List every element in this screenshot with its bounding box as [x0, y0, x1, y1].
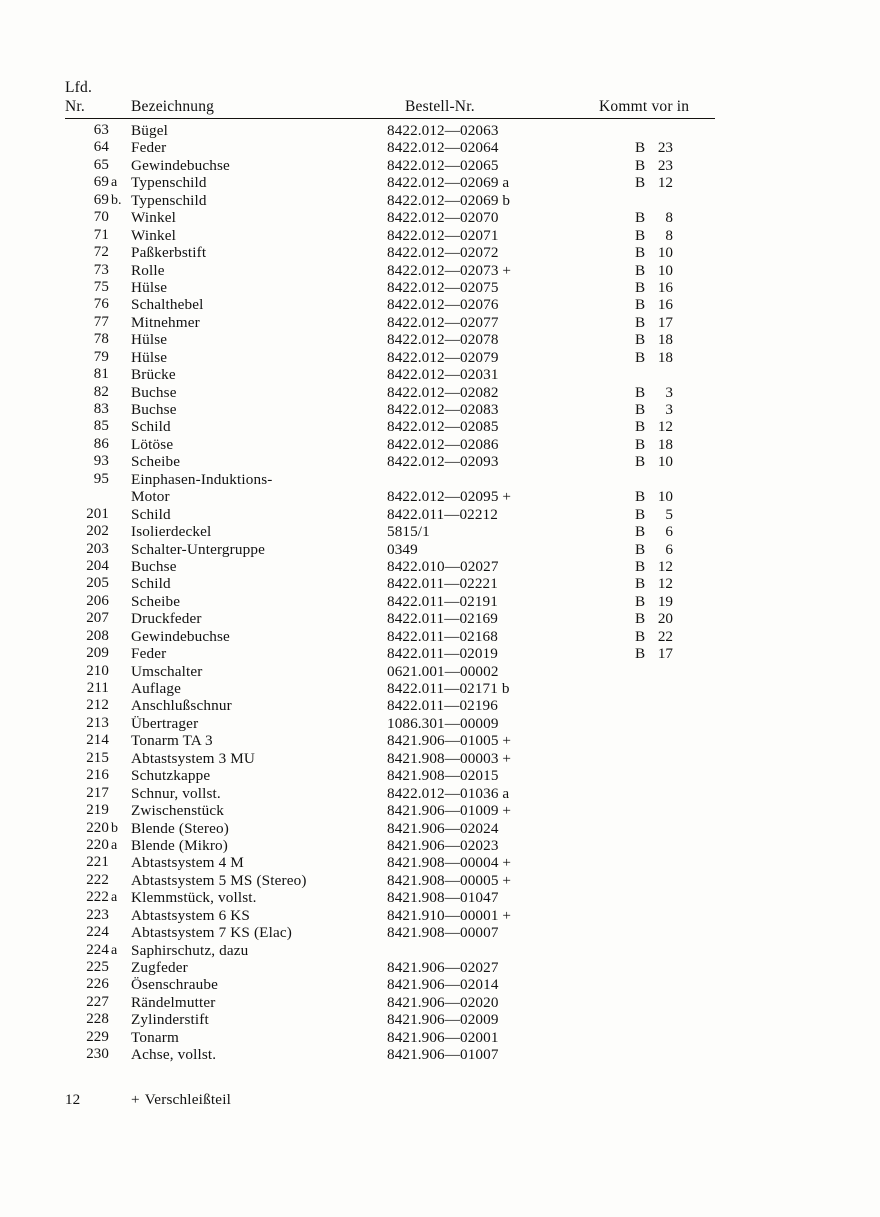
- cell-lfd-nr: 215: [86, 749, 109, 766]
- cell-bezeichnung: Tonarm TA 3: [131, 732, 213, 750]
- table-row: [65, 244, 715, 261]
- cell-bezeichnung: Saphirschutz, dazu: [131, 941, 249, 959]
- cell-bestell-nr: 8422.012—02073 +: [387, 261, 512, 279]
- table-row: [65, 157, 715, 174]
- cell-bezeichnung: Schalthebel: [131, 296, 204, 314]
- cell-bestell-nr: 8422.012—02065: [387, 156, 499, 174]
- cell-bestell-nr: 8421.906—02020: [387, 993, 499, 1011]
- cell-lfd-nr-suffix: a: [111, 837, 118, 853]
- cell-bestell-nr: 1086.301—00009: [387, 714, 499, 732]
- cell-bestell-nr: 8421.908—00005 +: [387, 871, 512, 889]
- cell-bestell-nr: 8422.012—02063: [387, 122, 499, 139]
- cell-lfd-nr-suffix: b: [111, 820, 118, 836]
- cell-bezeichnung: Motor: [131, 488, 170, 506]
- cell-lfd-nr: 73: [93, 261, 109, 278]
- cell-lfd-nr: 82: [93, 383, 109, 400]
- cell-kommt-vor-in-number: 12: [657, 418, 673, 436]
- cell-lfd-nr: 64: [93, 139, 109, 156]
- cell-bezeichnung: Brücke: [131, 366, 176, 384]
- cell-lfd-nr: 206: [86, 592, 109, 609]
- cell-bezeichnung: Druckfeder: [131, 610, 202, 628]
- cell-kommt-vor-in-prefix: B: [635, 209, 646, 227]
- table-row: [65, 680, 715, 697]
- table-row: [65, 1029, 715, 1046]
- cell-kommt-vor-in-number: 10: [657, 453, 673, 471]
- cell-kommt-vor-in-prefix: B: [635, 627, 646, 645]
- cell-kommt-vor-in-number: 22: [657, 627, 673, 645]
- cell-lfd-nr: 81: [93, 366, 109, 383]
- table-row: [65, 610, 715, 627]
- cell-lfd-nr: 214: [86, 732, 109, 749]
- cell-kommt-vor-in-prefix: B: [635, 540, 646, 558]
- cell-bestell-nr: 8422.012—02078: [387, 331, 499, 349]
- cell-lfd-nr: 220: [86, 836, 109, 853]
- parts-list-sheet: [65, 78, 715, 1108]
- cell-lfd-nr: 83: [93, 401, 109, 417]
- cell-lfd-nr: 205: [86, 575, 109, 592]
- table-row: [65, 541, 715, 558]
- cell-kommt-vor-in-number: 3: [665, 383, 673, 401]
- cell-lfd-nr: 217: [86, 784, 109, 801]
- cell-bezeichnung: Klemmstück, vollst.: [131, 889, 257, 907]
- cell-lfd-nr-suffix: a: [111, 175, 118, 191]
- cell-bestell-nr: 8422.012—02072: [387, 244, 499, 262]
- table-row: [65, 628, 715, 645]
- cell-bestell-nr: 5815/1: [387, 523, 430, 541]
- cell-bezeichnung: Zugfeder: [131, 959, 188, 976]
- cell-kommt-vor-in-number: 5: [665, 505, 673, 523]
- cell-lfd-nr: 69: [93, 174, 109, 191]
- table-row: [65, 942, 715, 959]
- table-row: [65, 558, 715, 575]
- cell-lfd-nr: 225: [86, 959, 109, 975]
- cell-lfd-nr: 230: [86, 1046, 109, 1063]
- table-row: [65, 854, 715, 871]
- cell-lfd-nr: 70: [93, 209, 109, 226]
- cell-bezeichnung: Anschlußschnur: [131, 697, 232, 715]
- cell-bestell-nr: 0621.001—00002: [387, 662, 499, 680]
- cell-bestell-nr: 8421.908—00007: [387, 924, 499, 942]
- cell-bestell-nr: 8421.910—00001 +: [387, 906, 512, 924]
- cell-bestell-nr: 8422.011—02212: [387, 505, 498, 523]
- cell-bestell-nr: 8422.011—02196: [387, 697, 498, 715]
- cell-kommt-vor-in-prefix: B: [635, 453, 646, 471]
- cell-lfd-nr: 85: [93, 418, 109, 435]
- table-row: [65, 331, 715, 348]
- cell-kommt-vor-in-number: 18: [657, 435, 673, 453]
- table-row: [65, 872, 715, 889]
- table-row: [65, 889, 715, 906]
- table-row: [65, 907, 715, 924]
- cell-bezeichnung: Bügel: [131, 122, 169, 139]
- cell-bestell-nr: 8422.012—02031: [387, 366, 499, 384]
- cell-lfd-nr: 210: [86, 662, 109, 679]
- cell-kommt-vor-in-number: 17: [657, 313, 673, 331]
- cell-kommt-vor-in-number: 10: [657, 244, 673, 262]
- cell-bestell-nr: 8422.012—02064: [387, 139, 499, 157]
- cell-kommt-vor-in-prefix: B: [635, 156, 646, 174]
- cell-kommt-vor-in-prefix: B: [635, 592, 646, 610]
- cell-lfd-nr: 77: [93, 313, 109, 330]
- cell-bestell-nr: 8422.011—02169: [387, 610, 498, 628]
- cell-lfd-nr: 221: [86, 854, 109, 871]
- table-row: [65, 209, 715, 226]
- cell-bezeichnung: Einphasen-Induktions-: [131, 470, 273, 488]
- cell-kommt-vor-in-prefix: B: [635, 383, 646, 401]
- cell-bezeichnung: Feder: [131, 139, 167, 157]
- cell-kommt-vor-in-number: 23: [657, 156, 673, 174]
- table-row: [65, 593, 715, 610]
- cell-bezeichnung: Lötöse: [131, 435, 174, 453]
- cell-bezeichnung: Blende (Mikro): [131, 836, 228, 854]
- cell-lfd-nr: 228: [86, 1011, 109, 1028]
- cell-kommt-vor-in-prefix: B: [635, 418, 646, 436]
- cell-bestell-nr: 8421.906—02014: [387, 976, 499, 994]
- table-row: [65, 802, 715, 819]
- cell-bezeichnung: Schnur, vollst.: [131, 784, 221, 802]
- cell-bezeichnung: Scheibe: [131, 453, 181, 471]
- cell-kommt-vor-in-number: 16: [657, 296, 673, 314]
- table-row: [65, 732, 715, 749]
- cell-bezeichnung: Schutzkappe: [131, 767, 211, 785]
- cell-bestell-nr: 8422.012—02095 +: [387, 488, 512, 506]
- cell-bezeichnung: Winkel: [131, 226, 176, 244]
- cell-lfd-nr: 203: [86, 540, 109, 557]
- cell-lfd-nr: 79: [93, 348, 109, 365]
- cell-bestell-nr: 8421.906—02001: [387, 1028, 499, 1046]
- column-header-lfd-line2: Nr.: [65, 98, 85, 115]
- column-header-kommt-vor-in: Kommt vor in: [599, 98, 690, 115]
- table-row: [65, 820, 715, 837]
- table-row: [65, 453, 715, 470]
- cell-bezeichnung: Scheibe: [131, 592, 181, 610]
- cell-kommt-vor-in-number: 19: [657, 592, 673, 610]
- cell-kommt-vor-in-prefix: B: [635, 174, 646, 192]
- cell-bezeichnung: Hülse: [131, 331, 168, 349]
- cell-bezeichnung: Hülse: [131, 278, 168, 296]
- cell-bezeichnung: Gewindebuchse: [131, 156, 230, 174]
- cell-bestell-nr: 8422.012—02075: [387, 278, 499, 296]
- cell-bestell-nr: 8421.906—02024: [387, 819, 499, 837]
- cell-bestell-nr: 8422.012—02079: [387, 348, 499, 366]
- cell-bestell-nr: 8422.011—02019: [387, 645, 498, 663]
- table-row: [65, 837, 715, 854]
- table-row: [65, 1046, 715, 1063]
- cell-lfd-nr: 208: [86, 627, 109, 644]
- cell-bezeichnung: Buchse: [131, 401, 177, 418]
- cell-bezeichnung: Feder: [131, 645, 167, 663]
- cell-lfd-nr: 204: [86, 557, 109, 574]
- table-row: [65, 262, 715, 279]
- cell-kommt-vor-in-prefix: B: [635, 575, 646, 593]
- cell-lfd-nr: 224: [86, 941, 109, 958]
- cell-bezeichnung: Isolierdeckel: [131, 523, 212, 541]
- cell-bezeichnung: Achse, vollst.: [131, 1046, 217, 1064]
- table-row: [65, 471, 715, 488]
- cell-bezeichnung: Typenschild: [131, 174, 207, 192]
- footer-page-number: 12: [65, 1091, 81, 1108]
- cell-kommt-vor-in-prefix: B: [635, 278, 646, 296]
- cell-bezeichnung: Übertrager: [131, 714, 199, 732]
- cell-kommt-vor-in-prefix: B: [635, 244, 646, 262]
- cell-kommt-vor-in-prefix: B: [635, 296, 646, 314]
- table-row: [65, 174, 715, 191]
- cell-bezeichnung: Auflage: [131, 680, 181, 697]
- table-header: [65, 78, 715, 118]
- cell-lfd-nr: 71: [93, 226, 109, 243]
- table-row: [65, 767, 715, 784]
- cell-kommt-vor-in-number: 3: [665, 401, 673, 418]
- table-row: [65, 750, 715, 767]
- cell-bezeichnung: Schild: [131, 575, 171, 593]
- cell-kommt-vor-in-prefix: B: [635, 401, 646, 418]
- page-footer: [65, 1090, 715, 1114]
- cell-bestell-nr: 8422.012—02082: [387, 383, 499, 401]
- table-row: [65, 506, 715, 523]
- cell-lfd-nr: 219: [86, 802, 109, 819]
- cell-bestell-nr: 8422.012—02086: [387, 435, 499, 453]
- cell-kommt-vor-in-prefix: B: [635, 139, 646, 157]
- cell-bestell-nr: 8421.908—00003 +: [387, 749, 512, 767]
- cell-bezeichnung: Abtastsystem 3 MU: [131, 749, 256, 767]
- cell-kommt-vor-in-prefix: B: [635, 488, 646, 506]
- table-row: [65, 994, 715, 1011]
- cell-lfd-nr-suffix: a: [111, 890, 118, 906]
- cell-kommt-vor-in-prefix: B: [635, 645, 646, 663]
- cell-lfd-nr: 222: [86, 889, 109, 906]
- cell-kommt-vor-in-number: 6: [665, 523, 673, 541]
- cell-bezeichnung: Buchse: [131, 557, 177, 575]
- cell-lfd-nr: 63: [93, 122, 109, 138]
- cell-kommt-vor-in-number: 16: [657, 278, 673, 296]
- table-row: [65, 122, 715, 139]
- cell-bezeichnung: Schalter-Untergruppe: [131, 540, 265, 558]
- cell-bestell-nr: 8421.906—02027: [387, 959, 499, 976]
- cell-lfd-nr: 201: [86, 505, 109, 522]
- cell-kommt-vor-in-number: 20: [657, 610, 673, 628]
- table-row: [65, 697, 715, 714]
- table-row: [65, 401, 715, 418]
- cell-bezeichnung: Schild: [131, 418, 171, 436]
- cell-bestell-nr: 8421.906—02023: [387, 836, 499, 854]
- table-row: [65, 227, 715, 244]
- cell-lfd-nr: 93: [93, 453, 109, 470]
- cell-lfd-nr: 224: [86, 924, 109, 941]
- cell-lfd-nr-suffix: b.: [111, 192, 122, 208]
- table-row: [65, 418, 715, 435]
- column-header-lfd-nr: [65, 78, 92, 116]
- cell-lfd-nr: 229: [86, 1028, 109, 1045]
- cell-bestell-nr: 8422.012—02093: [387, 453, 499, 471]
- cell-bezeichnung: Paßkerbstift: [131, 244, 207, 262]
- cell-lfd-nr: 211: [86, 680, 109, 696]
- table-row: [65, 139, 715, 156]
- cell-bestell-nr: 8422.012—02071: [387, 226, 499, 244]
- header-rule: [65, 118, 715, 119]
- table-row: [65, 366, 715, 383]
- cell-bestell-nr: 8421.906—02009: [387, 1011, 499, 1029]
- cell-bezeichnung: Rändelmutter: [131, 993, 216, 1011]
- cell-kommt-vor-in-number: 8: [665, 226, 673, 244]
- table-row: [65, 976, 715, 993]
- cell-bestell-nr: 8422.011—02168: [387, 627, 498, 645]
- wear-part-label: Verschleißteil: [144, 1091, 232, 1108]
- cell-kommt-vor-in-number: 10: [657, 261, 673, 279]
- cell-bezeichnung: Winkel: [131, 209, 176, 227]
- table-row: [65, 523, 715, 540]
- table-row: [65, 715, 715, 732]
- table-row: [65, 349, 715, 366]
- cell-kommt-vor-in-number: 8: [665, 209, 673, 227]
- wear-part-symbol: +: [131, 1091, 140, 1108]
- cell-lfd-nr: 209: [86, 645, 109, 662]
- cell-bestell-nr: 8422.012—02077: [387, 313, 499, 331]
- cell-bezeichnung: Zylinderstift: [131, 1011, 209, 1029]
- cell-kommt-vor-in-prefix: B: [635, 505, 646, 523]
- cell-kommt-vor-in-number: 18: [657, 348, 673, 366]
- cell-lfd-nr: 212: [86, 697, 109, 714]
- cell-bezeichnung: Zwischenstück: [131, 802, 225, 820]
- cell-kommt-vor-in-number: 10: [657, 488, 673, 506]
- cell-lfd-nr: 223: [86, 906, 109, 923]
- cell-bezeichnung: Buchse: [131, 383, 177, 401]
- cell-kommt-vor-in-number: 12: [657, 557, 673, 575]
- cell-bestell-nr: 8422.011—02221: [387, 575, 498, 593]
- cell-kommt-vor-in-number: 12: [657, 575, 673, 593]
- cell-lfd-nr: 227: [86, 993, 109, 1010]
- table-row: [65, 645, 715, 662]
- cell-kommt-vor-in-number: 18: [657, 331, 673, 349]
- cell-bestell-nr: 8422.012—02083: [387, 401, 499, 418]
- cell-bezeichnung: Umschalter: [131, 662, 203, 680]
- cell-bezeichnung: Blende (Stereo): [131, 819, 229, 837]
- footer-legend: [131, 1090, 231, 1110]
- cell-kommt-vor-in-prefix: B: [635, 523, 646, 541]
- cell-lfd-nr: 86: [93, 435, 109, 452]
- cell-kommt-vor-in-prefix: B: [635, 557, 646, 575]
- cell-kommt-vor-in-prefix: B: [635, 610, 646, 628]
- cell-bestell-nr: 8422.011—02171 b: [387, 680, 510, 697]
- cell-kommt-vor-in-prefix: B: [635, 435, 646, 453]
- cell-bezeichnung: Typenschild: [131, 191, 207, 209]
- table-row: [65, 488, 715, 505]
- cell-kommt-vor-in-prefix: B: [635, 331, 646, 349]
- cell-kommt-vor-in-prefix: B: [635, 226, 646, 244]
- cell-bestell-nr: 8421.906—01009 +: [387, 802, 512, 820]
- cell-lfd-nr: 202: [86, 523, 109, 540]
- cell-lfd-nr-suffix: a: [111, 942, 118, 958]
- cell-lfd-nr: 222: [86, 871, 109, 888]
- cell-lfd-nr: 69: [93, 191, 109, 208]
- cell-bezeichnung: Schild: [131, 505, 171, 523]
- cell-bezeichnung: Abtastsystem 4 M: [131, 854, 244, 872]
- cell-kommt-vor-in-number: 12: [657, 174, 673, 192]
- cell-bestell-nr: 0349: [387, 540, 418, 558]
- cell-lfd-nr: 207: [86, 610, 109, 627]
- cell-kommt-vor-in-prefix: B: [635, 348, 646, 366]
- table-row: [65, 192, 715, 209]
- cell-bezeichnung: Ösenschraube: [131, 976, 218, 994]
- cell-lfd-nr: 213: [86, 714, 109, 731]
- cell-bestell-nr: 8421.908—00004 +: [387, 854, 512, 872]
- table-row: [65, 924, 715, 941]
- cell-lfd-nr: 216: [86, 767, 109, 784]
- cell-kommt-vor-in-number: 23: [657, 139, 673, 157]
- cell-bezeichnung: Hülse: [131, 348, 168, 366]
- cell-bestell-nr: 8422.012—01036 a: [387, 784, 510, 802]
- table-row: [65, 575, 715, 592]
- cell-bezeichnung: Abtastsystem 6 KS: [131, 906, 250, 924]
- cell-lfd-nr: 72: [93, 244, 109, 261]
- cell-bestell-nr: 8421.906—01005 +: [387, 732, 512, 750]
- table-row: [65, 314, 715, 331]
- table-row: [65, 279, 715, 296]
- cell-lfd-nr: 220: [86, 819, 109, 836]
- table-row: [65, 1011, 715, 1028]
- cell-bestell-nr: 8422.012—02069 b: [387, 191, 511, 209]
- column-header-bestell-nr: Bestell-Nr.: [405, 98, 475, 115]
- table-row: [65, 959, 715, 976]
- cell-kommt-vor-in-number: 17: [657, 645, 673, 663]
- cell-bezeichnung: Abtastsystem 7 KS (Elac): [131, 924, 292, 942]
- cell-bezeichnung: Rolle: [131, 261, 165, 279]
- cell-bestell-nr: 8421.906—01007: [387, 1046, 499, 1064]
- cell-bestell-nr: 8421.908—02015: [387, 767, 499, 785]
- cell-bestell-nr: 8422.012—02069 a: [387, 174, 510, 192]
- cell-bestell-nr: 8422.012—02076: [387, 296, 499, 314]
- cell-bestell-nr: 8422.010—02027: [387, 557, 499, 575]
- cell-lfd-nr: 75: [93, 278, 109, 295]
- cell-kommt-vor-in-number: 6: [665, 540, 673, 558]
- cell-lfd-nr: 65: [93, 156, 109, 173]
- table-row: [65, 785, 715, 802]
- cell-bezeichnung: Tonarm: [131, 1028, 179, 1046]
- cell-bezeichnung: Mitnehmer: [131, 313, 200, 331]
- table-row: [65, 296, 715, 313]
- column-header-bezeichnung: Bezeichnung: [131, 98, 215, 115]
- cell-lfd-nr: 226: [86, 976, 109, 993]
- cell-lfd-nr: 76: [93, 296, 109, 313]
- table-row: [65, 663, 715, 680]
- cell-bestell-nr: 8422.012—02070: [387, 209, 499, 227]
- cell-bestell-nr: 8422.011—02191: [387, 592, 498, 610]
- cell-bezeichnung: Abtastsystem 5 MS (Stereo): [131, 871, 307, 889]
- cell-lfd-nr: 95: [93, 470, 109, 487]
- cell-bezeichnung: Gewindebuchse: [131, 627, 230, 645]
- cell-bestell-nr: 8422.012—02085: [387, 418, 499, 436]
- cell-lfd-nr: 78: [93, 331, 109, 348]
- cell-kommt-vor-in-prefix: B: [635, 261, 646, 279]
- table-row: [65, 436, 715, 453]
- cell-kommt-vor-in-prefix: B: [635, 313, 646, 331]
- table-row: [65, 384, 715, 401]
- column-header-lfd-line1: Lfd.: [65, 79, 93, 96]
- table-body: [65, 122, 715, 1064]
- cell-bestell-nr: 8421.908—01047: [387, 889, 499, 907]
